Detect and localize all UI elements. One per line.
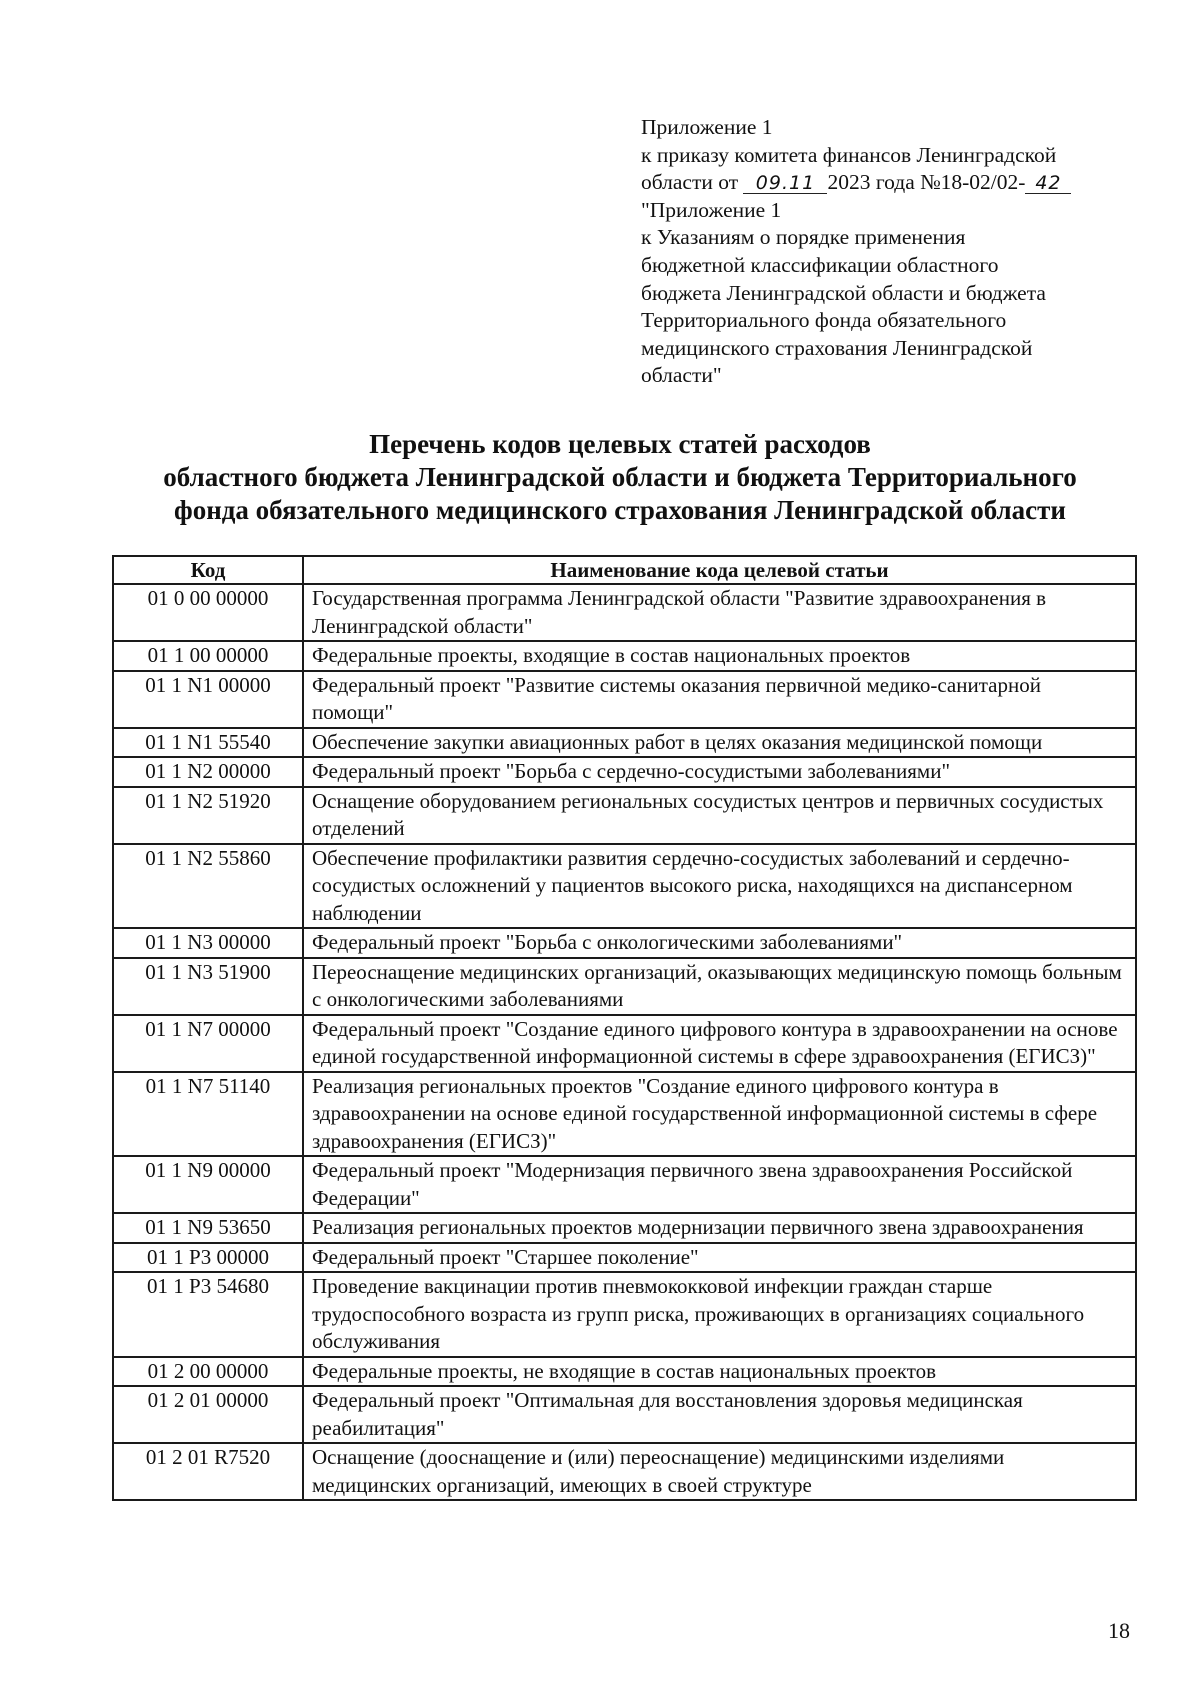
row-name: Проведение вакцинации против пневмококковой инфекции граждан старше трудоспособного возраста из групп риска, проживающих в организациях социального обслуживания bbox=[303, 1272, 1136, 1357]
row-name: Обеспечение профилактики развития сердечно-сосудистых заболеваний и сердечно-сосудистых осложнений у пациентов высокого риска, находящихся на диспансерном наблюдении bbox=[303, 844, 1136, 929]
target-codes-table bbox=[112, 555, 1137, 1501]
table-row bbox=[113, 641, 1136, 671]
row-name: Федеральный проект "Создание единого цифрового контура в здравоохранении на основе единой государственной информационной системы в сфере здравоохранения (ЕГИСЗ)" bbox=[303, 1015, 1136, 1072]
row-name: Государственная программа Ленинградской области "Развитие здравоохранения в Ленинградской области" bbox=[303, 584, 1136, 641]
table-row bbox=[113, 787, 1136, 844]
title-line: Перечень кодов целевых статей расходов bbox=[369, 429, 871, 459]
appendix-line: к Указаниям о порядке применения bbox=[641, 225, 966, 250]
row-code: 01 2 00 00000 bbox=[113, 1357, 303, 1387]
appendix-header bbox=[641, 114, 1161, 390]
table-row bbox=[113, 1213, 1136, 1243]
handwritten-date: 09.11 bbox=[743, 173, 827, 194]
table-row bbox=[113, 1156, 1136, 1213]
row-code: 01 1 N7 51140 bbox=[113, 1072, 303, 1157]
row-code: 01 1 N3 51900 bbox=[113, 958, 303, 1015]
appendix-line: Территориального фонда обязательного bbox=[641, 308, 1007, 333]
row-name: Реализация региональных проектов "Создание единого цифрового контура в здравоохранении на основе единой государственной информационной системы в сфере здравоохранения (ЕГИСЗ)" bbox=[303, 1072, 1136, 1157]
row-name: Оснащение оборудованием региональных сосудистых центров и первичных сосудистых отделений bbox=[303, 787, 1136, 844]
table-row bbox=[113, 1243, 1136, 1273]
table-row bbox=[113, 728, 1136, 758]
appendix-line: "Приложение 1 bbox=[641, 197, 782, 222]
title-line: фонда обязательного медицинского страхования Ленинградской области bbox=[174, 495, 1066, 525]
row-name: Оснащение (дооснащение и (или) переоснащение) медицинскими изделиями медицинских организаций, имеющих в своей структуре bbox=[303, 1443, 1136, 1500]
row-name: Федеральные проекты, не входящие в состав национальных проектов bbox=[303, 1357, 1136, 1387]
appendix-line: бюджета Ленинградской области и бюджета bbox=[641, 280, 1046, 305]
row-name: Реализация региональных проектов модернизации первичного звена здравоохранения bbox=[303, 1213, 1136, 1243]
row-code: 01 1 N1 55540 bbox=[113, 728, 303, 758]
title-line: областного бюджета Ленинградской области и бюджета Территориального bbox=[163, 462, 1077, 492]
appendix-line: медицинского страхования Ленинградской bbox=[641, 335, 1033, 360]
row-name: Федеральный проект "Модернизация первичного звена здравоохранения Российской Федерации" bbox=[303, 1156, 1136, 1213]
table-header-row bbox=[113, 556, 1136, 584]
appendix-line-prefix: области от bbox=[641, 170, 744, 195]
appendix-line: области" bbox=[641, 363, 722, 388]
row-code: 01 1 N2 55860 bbox=[113, 844, 303, 929]
table-row bbox=[113, 1072, 1136, 1157]
header-name: Наименование кода целевой статьи bbox=[303, 556, 1136, 584]
row-code: 01 1 P3 00000 bbox=[113, 1243, 303, 1273]
row-name: Федеральный проект "Развитие системы оказания первичной медико-санитарной помощи" bbox=[303, 671, 1136, 728]
row-name: Обеспечение закупки авиационных работ в целях оказания медицинской помощи bbox=[303, 728, 1136, 758]
row-code: 01 1 N9 53650 bbox=[113, 1213, 303, 1243]
appendix-line: бюджетной классификации областного bbox=[641, 252, 999, 277]
table-row bbox=[113, 844, 1136, 929]
table-row bbox=[113, 757, 1136, 787]
row-name: Федеральный проект "Оптимальная для восстановления здоровья медицинская реабилитация" bbox=[303, 1386, 1136, 1443]
row-code: 01 0 00 00000 bbox=[113, 584, 303, 641]
appendix-line: к приказу комитета финансов Ленинградской bbox=[641, 142, 1057, 167]
header-code: Код bbox=[113, 556, 303, 584]
table-row bbox=[113, 928, 1136, 958]
appendix-order-line bbox=[641, 169, 1161, 197]
table-row bbox=[113, 1443, 1136, 1500]
appendix-line-middle: 2023 года №18-02/02- bbox=[827, 170, 1026, 195]
table-row bbox=[113, 958, 1136, 1015]
table-row bbox=[113, 1357, 1136, 1387]
table-row bbox=[113, 671, 1136, 728]
row-code: 01 2 01 R7520 bbox=[113, 1443, 303, 1500]
row-name: Федеральные проекты, входящие в состав национальных проектов bbox=[303, 641, 1136, 671]
row-code: 01 1 N1 00000 bbox=[113, 671, 303, 728]
table-row bbox=[113, 584, 1136, 641]
row-name: Федеральный проект "Старшее поколение" bbox=[303, 1243, 1136, 1273]
table-body bbox=[113, 584, 1136, 1500]
row-name: Переоснащение медицинских организаций, оказывающих медицинскую помощь больным с онкологическими заболеваниями bbox=[303, 958, 1136, 1015]
table-row bbox=[113, 1386, 1136, 1443]
row-code: 01 2 01 00000 bbox=[113, 1386, 303, 1443]
page-number: 18 bbox=[1108, 1618, 1130, 1643]
row-code: 01 1 N2 51920 bbox=[113, 787, 303, 844]
row-code: 01 1 P3 54680 bbox=[113, 1272, 303, 1357]
handwritten-number: 42 bbox=[1025, 173, 1071, 194]
row-name: Федеральный проект "Борьба с онкологическими заболеваниями" bbox=[303, 928, 1136, 958]
row-name: Федеральный проект "Борьба с сердечно-сосудистыми заболеваниями" bbox=[303, 757, 1136, 787]
row-code: 01 1 N7 00000 bbox=[113, 1015, 303, 1072]
document-title bbox=[100, 428, 1140, 527]
row-code: 01 1 00 00000 bbox=[113, 641, 303, 671]
row-code: 01 1 N2 00000 bbox=[113, 757, 303, 787]
row-code: 01 1 N3 00000 bbox=[113, 928, 303, 958]
appendix-line: Приложение 1 bbox=[641, 115, 773, 139]
row-code: 01 1 N9 00000 bbox=[113, 1156, 303, 1213]
table-row bbox=[113, 1015, 1136, 1072]
table-row bbox=[113, 1272, 1136, 1357]
